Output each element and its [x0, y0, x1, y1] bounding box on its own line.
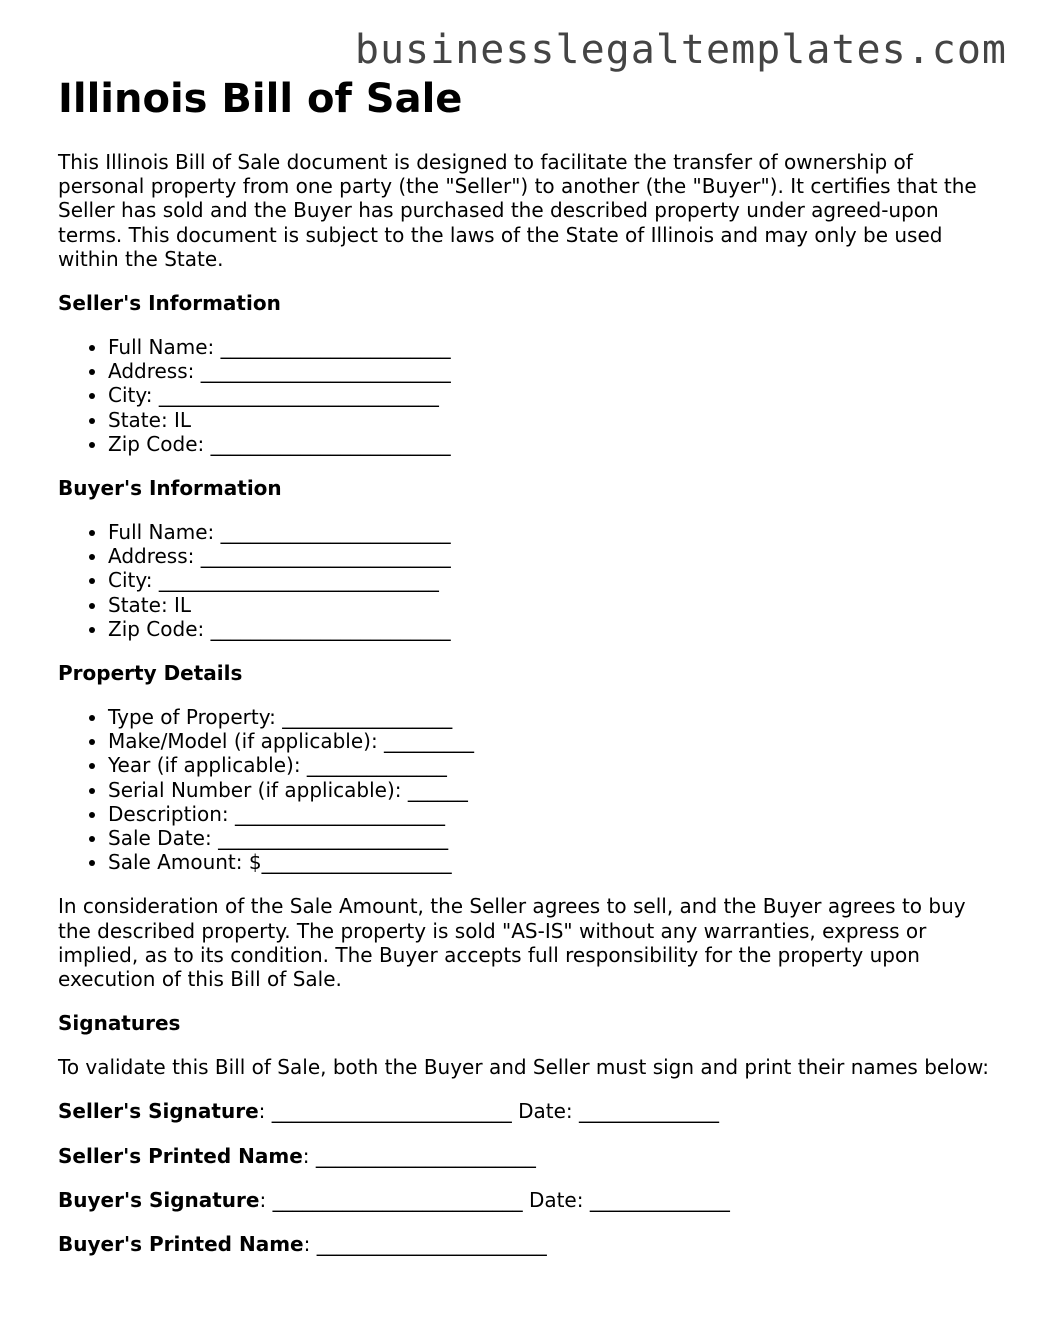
list-item: • Zip Code: ________________________ — [108, 432, 998, 456]
seller-signature-label: Seller's Signature — [58, 1099, 259, 1124]
list-item: • Full Name: _______________________ — [108, 335, 998, 359]
list-item: • Zip Code: ________________________ — [108, 617, 998, 641]
seller-heading: Seller's Information — [58, 291, 281, 316]
buyer-printed-label: Buyer's Printed Name — [58, 1232, 304, 1257]
seller-printed-name-line — [58, 1144, 998, 1168]
list-item: • City: ____________________________ — [108, 383, 998, 407]
seller-info-list — [58, 335, 998, 456]
buyer-info-list — [58, 520, 998, 641]
list-item: • State: IL — [108, 408, 998, 432]
seller-signature-blank: : ________________________ Date: ______________ — [258, 1099, 719, 1124]
buyer-printed-blank: : _______________________ — [303, 1232, 547, 1257]
list-item: • State: IL — [108, 593, 998, 617]
document-body — [58, 76, 998, 1256]
seller-signature-line — [58, 1099, 998, 1123]
consideration-paragraph: In consideration of the Sale Amount, the Seller agrees to sell, and the Buyer agrees to buy the described property. The property is sold "AS-IS" without any warranties, express or implied, as to its condition. The Buyer accepts full responsibility for the property upon execution of this Bill of Sale. — [58, 894, 966, 992]
list-item: • Address: _________________________ — [108, 544, 998, 568]
list-item: • Make/Model (if applicable): _________ — [108, 729, 998, 753]
signatures-heading: Signatures — [58, 1011, 181, 1036]
list-item: • Sale Amount: $___________________ — [108, 850, 998, 874]
property-heading: Property Details — [58, 661, 243, 686]
list-item: • Type of Property: _________________ — [108, 705, 998, 729]
watermark: businesslegaltemplates.com — [354, 27, 1007, 73]
buyer-signature-label: Buyer's Signature — [58, 1187, 260, 1212]
list-item: • Year (if applicable): ______________ — [108, 753, 998, 777]
list-item: • City: ____________________________ — [108, 568, 998, 592]
list-item: • Address: _________________________ — [108, 359, 998, 383]
property-details-list — [58, 705, 998, 874]
page-title: Illinois Bill of Sale — [58, 76, 463, 122]
list-item: • Serial Number (if applicable): ______ — [108, 778, 998, 802]
buyer-signature-line — [58, 1188, 998, 1212]
buyer-printed-name-line — [58, 1232, 998, 1256]
seller-printed-blank: : ______________________ — [302, 1143, 536, 1168]
list-item: • Description: _____________________ — [108, 802, 998, 826]
signatures-instruction: To validate this Bill of Sale, both the Buyer and Seller must sign and print their names below: — [58, 1055, 989, 1080]
buyer-heading: Buyer's Information — [58, 476, 282, 501]
seller-printed-label: Seller's Printed Name — [58, 1143, 303, 1168]
list-item: • Full Name: _______________________ — [108, 520, 998, 544]
list-item: • Sale Date: _______________________ — [108, 826, 998, 850]
buyer-signature-blank: : _________________________ Date: ______________ — [259, 1187, 730, 1212]
intro-paragraph: This Illinois Bill of Sale document is designed to facilitate the transfer of ownership of personal property from one party (the "Seller") to another (the "Buyer"). It certifies that the Seller has sold and the Buyer has purchased the described property under agreed-upon terms. This document is subject to the laws of the State of Illinois and may only be used within the State. — [58, 150, 977, 271]
